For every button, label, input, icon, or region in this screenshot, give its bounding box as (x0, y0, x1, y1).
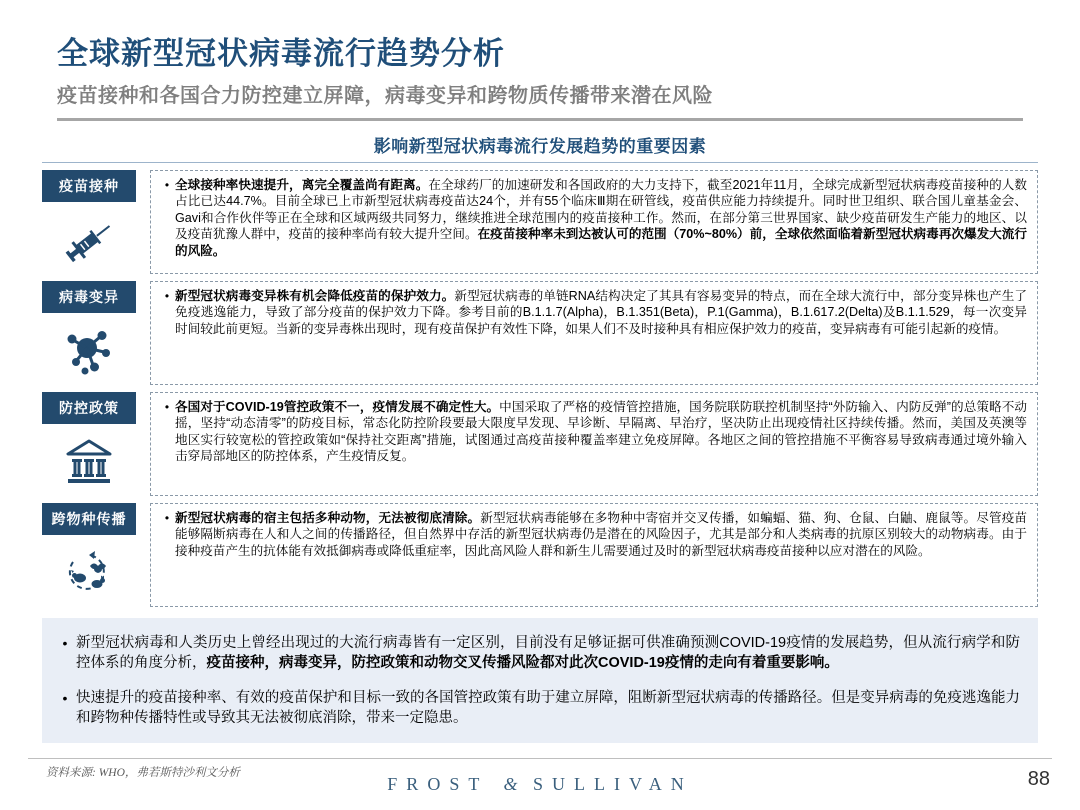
factor-bullet (159, 177, 1027, 260)
factor-left-variation (42, 281, 136, 385)
summary-text-1: 新型冠状病毒和人类历史上曾经出现过的大流行病毒皆有一定区别，目前没有足够证据可供准确预测COVID-19疫情的发展趋势，但从流行病学和防控体系的角度分析，疫苗接种，病毒变异，防控政策和动物交叉传播风险都对此次COVID-19疫情的走向有着重要影响。 (76, 634, 1020, 671)
factor-text-cross-species: 新型冠状病毒的宿主包括多种动物，无法被彻底清除。新型冠状病毒能够在多物种中寄宿并交叉传播，如蝙蝠、猫、狗、仓鼠、白鼬、鹿鼠等。尽管疫苗能够隔断病毒在人和人之间的传播路径，但自然界中存活的新型冠状病毒仍是潜在的风险因子，尤其是部分和人类病毒的抗原区别较大的动物病毒。由于接种疫苗产生的抗体能有效抵御病毒或降低重症率，因此高风险人群和新生儿需要通过及时的新型冠状病毒疫苗接种以应对潜在的风险。 (175, 510, 1028, 558)
government-building-icon (60, 433, 118, 496)
page-number: 88 (1027, 768, 1050, 790)
bullet-marker: • (164, 177, 170, 192)
frost-sullivan-logo (0, 774, 1080, 795)
factor-text-variation: 新型冠状病毒变异株有机会降低疫苗的保护效力。新型冠状病毒的单链RNA结构决定了其具有容易变异的特点，而在全球大流行中，部分变异株也产生了免疫逃逸能力，导致了部分疫苗的保护效力下降。参考目前的B.1.1.7(Alpha)，B.1.351(Beta)，P.1(Gamma)，B.1.617.2(Delta)及B.1.1.529，每一次变异时间较此前更短。当新的变异毒株出现时，现有疫苗保护有效性下降，如果人们不及时接种具有相应保护效力的疫苗，变异病毒有可能引起新的疫情。 (175, 288, 1028, 336)
summary-bullet-1 (54, 633, 1020, 673)
header (0, 0, 1080, 121)
summary-bullet-2 (54, 688, 1020, 728)
factor-text-policy: 各国对于COVID-19管控政策不一，疫情发展不确定性大。中国采取了严格的疫情管控措施，国务院联防联控机制坚持“外防输入、内防反弹”的总策略不动摇，坚持“动态清零”的防疫目标，常态化防控阶段要最大限度早发现、早诊断、早隔离、早治疗，坚决防止出现疫情社区持续传播。然而，美国及英澳等地区实行较宽松的管控政策如“保持社交距离”措施，试图通过高疫苗接种覆盖率建立免疫屏障。各地区之间的管控措施不平衡容易导致病毒通过境外输入击穿局部地区的防控体系，产生疫情反复。 (175, 399, 1027, 464)
section-title: 影响新型冠状病毒流行发展趋势的重要因素 (373, 136, 707, 156)
footer-divider (28, 758, 1052, 759)
factor-box-cross-species (150, 503, 1038, 607)
factor-box-policy (150, 392, 1038, 496)
summary-box (42, 618, 1038, 743)
factor-row-cross-species (42, 503, 1038, 607)
logo-sullivan: SULLIVAN (533, 774, 693, 794)
bullet-marker: • (62, 689, 68, 706)
factor-label-policy: 防控政策 (42, 392, 136, 424)
factor-label-cross-species: 跨物种传播 (42, 503, 136, 535)
factor-bullet (159, 510, 1027, 560)
factor-box-variation (150, 281, 1038, 385)
logo-frost: FROST (387, 774, 488, 794)
factor-row-vaccination (42, 170, 1038, 274)
bullet-marker: • (164, 510, 170, 525)
summary-text-2: 快速提升的疫苗接种率、有效的疫苗保护和目标一致的各国管控政策有助于建立屏障，阻断新型冠状病毒的传播路径。但是变异病毒的免疫逃逸能力和跨物种传播特性或导致其无法被彻底消除，带来一定隐患。 (76, 689, 1020, 726)
factor-left-vaccination (42, 170, 136, 274)
factor-row-variation (42, 281, 1038, 385)
virus-icon (60, 322, 118, 385)
source-note: 资料来源: WHO，弗若斯特沙利文分析 (46, 767, 240, 779)
factor-text-vaccination: 全球接种率快速提升，离完全覆盖尚有距离。在全球药厂的加速研发和各国政府的大力支持下，截至2021年11月，全球完成新型冠状病毒疫苗接种的人数占比已达44.7%。目前全球已上市新型冠状病毒疫苗达24个，并有55个临床Ⅲ期在研管线，疫苗供应能力持续提升。同时世卫组织、联合国儿童基金会、Gavi和合作伙伴等正在全球和区域两级共同努力，继续推进全球范围内的疫苗接种工作。然而，在部分第三世界国家、缺少疫苗研发生产能力的地区、以及疫苗犹豫人群中，疫苗的接种率尚有较大提升空间。在疫苗接种率未到达被认可的范围（70%~80%）前，全球依然面临着新型冠状病毒再次爆发大流行的风险。 (175, 177, 1028, 258)
header-divider (57, 118, 1023, 121)
factor-row-policy (42, 392, 1038, 496)
section-divider (42, 162, 1038, 163)
bullet-marker: • (164, 399, 170, 414)
syringe-icon (60, 211, 118, 274)
factor-label-vaccination: 疫苗接种 (42, 170, 136, 202)
bullet-marker: • (164, 288, 170, 303)
factor-label-variation: 病毒变异 (42, 281, 136, 313)
factors-list (42, 170, 1038, 607)
page-title: 全球新型冠状病毒流行趋势分析 (57, 36, 505, 71)
factor-left-policy (42, 392, 136, 496)
footer (0, 758, 1080, 810)
factor-bullet (159, 288, 1027, 338)
page-subtitle: 疫苗接种和各国合力防控建立屏障，病毒变异和跨物质传播带来潜在风险 (57, 84, 713, 107)
cross-species-icon (60, 544, 118, 607)
bullet-marker: • (62, 634, 68, 651)
factor-box-vaccination (150, 170, 1038, 274)
factor-left-cross-species (42, 503, 136, 607)
factor-bullet (159, 399, 1027, 465)
logo-ampersand: & (503, 774, 518, 794)
